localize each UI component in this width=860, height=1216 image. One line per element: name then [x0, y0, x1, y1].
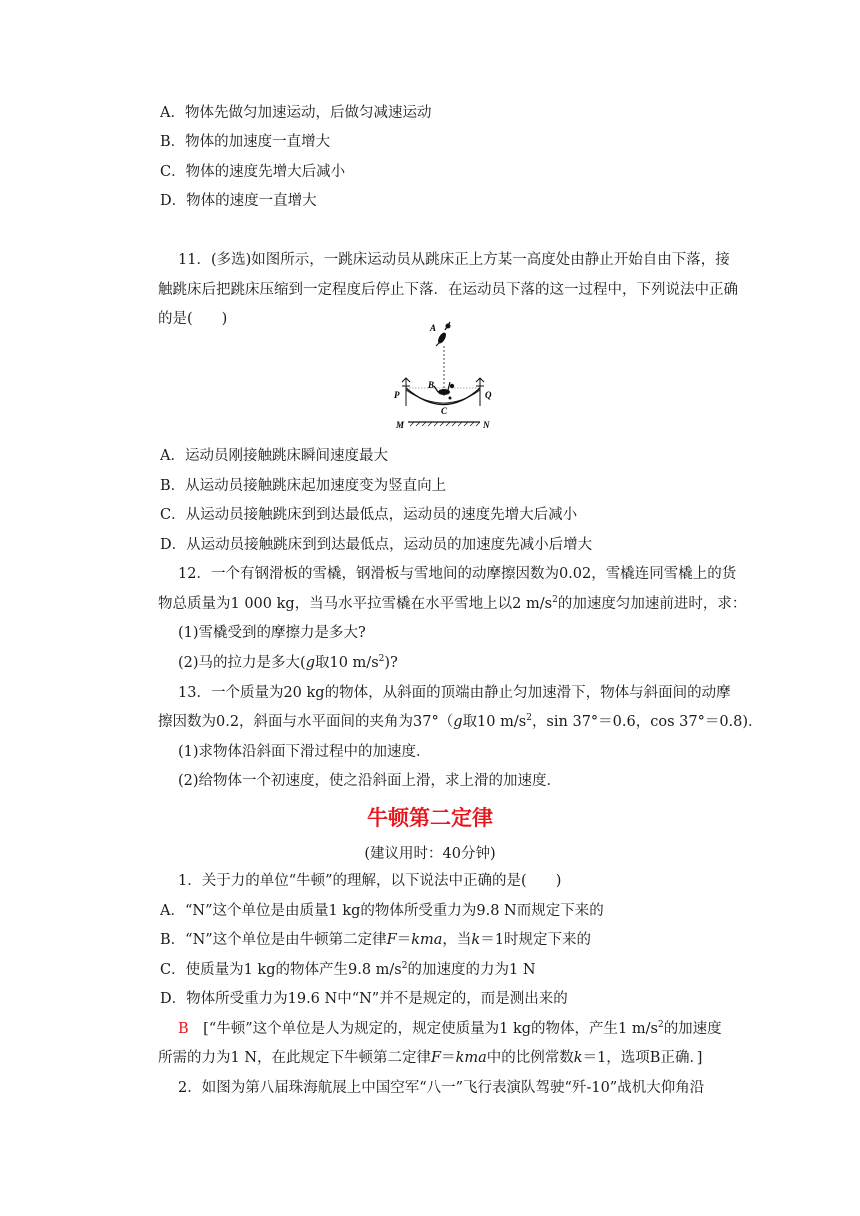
symbol-f: F	[386, 932, 397, 948]
q13-sub1: (1)求物体沿斜面下滑过程中的加速度．	[178, 744, 431, 760]
symbol-kma: kma	[455, 1050, 487, 1066]
q13-line2-text: 擦因数为0.2，斜面与水平面间的夹角为37°（	[158, 714, 454, 730]
equals-sign: ＝	[396, 932, 412, 948]
s1-option-b	[160, 930, 591, 950]
q12-sub1: (1)雪橇受到的摩擦力是多大?	[178, 625, 366, 641]
superscript: 2	[378, 654, 385, 664]
explanation-text: 所需的力为1 N，在此规定下牛顿第二定律	[158, 1050, 432, 1066]
superscript: 2	[401, 961, 408, 971]
label-b: B	[428, 380, 435, 390]
label-m: M	[396, 420, 405, 430]
s1-stem: 1．关于力的单位“牛顿”的理解，以下说法中正确的是( )	[178, 873, 562, 889]
point-dot	[449, 397, 452, 400]
symbol-g: g	[305, 655, 315, 671]
q13-stem-line2	[158, 712, 763, 732]
q12-sub2	[178, 653, 398, 673]
q11-stem-line1: 11．(多选)如图所示，一跳床运动员从跳床正上方某一高度处由静止开始自由下落，接	[178, 252, 730, 268]
answer-letter: B	[178, 1021, 189, 1037]
s1-option-c-text: C．使质量为1 kg的物体产生9.8 m/s	[160, 962, 402, 978]
superscript: 2	[657, 1020, 664, 1030]
ground-hatch	[410, 422, 480, 426]
symbol-kma: kma	[411, 932, 443, 948]
q12-sub2-value: 取10 m/s	[315, 655, 379, 671]
s1-explanation-line2	[158, 1048, 702, 1068]
q12-sub2-text: (2)马的拉力是多大(	[178, 655, 306, 671]
q13-line2-value: 取10 m/s	[462, 714, 527, 730]
explanation-text: [“牛顿”这个单位是人为规定的，规定使质量为1 kg的物体，产生1 m/s	[203, 1021, 658, 1037]
q12-line2-text: 物总质量为1 000 kg，当马水平拉雪橇在水平雪地上以2 m/s	[158, 596, 553, 612]
q10-option-d: D．物体的速度一直增大	[160, 193, 317, 209]
s1-option-c-tail: 的加速度的力为1 N	[407, 962, 536, 978]
explanation-tail: 的加速度	[663, 1021, 722, 1037]
label-p: P	[394, 390, 400, 400]
q12-sub2-tail: )?	[384, 655, 398, 671]
symbol-k: k	[573, 1050, 583, 1066]
q11-option-a: A．运动员刚接触跳床瞬间速度最大	[160, 448, 388, 464]
q12-stem-line1: 12．一个有钢滑板的雪橇，钢滑板与雪地间的动摩擦因数为0.02，雪橇连同雪橇上的货	[178, 566, 737, 582]
s1-option-a: A．“N”这个单位是由质量1 kg的物体所受重力为9.8 N而规定下来的	[160, 903, 604, 919]
s1-option-c	[160, 960, 536, 980]
q11-option-d: D．从运动员接触跳床到到达最低点，运动员的加速度先减小后增大	[160, 537, 593, 553]
q13-stem-line1: 13．一个质量为20 kg的物体，从斜面的顶端由静止匀加速滑下，物体与斜面间的动摩	[178, 685, 731, 701]
s2-stem-line1: 2．如图为第八届珠海航展上中国空军“八一”飞行表演队驾驶“歼-10”战机大仰角沿	[178, 1080, 705, 1096]
q12-stem-line2	[158, 594, 746, 614]
symbol-k: k	[471, 932, 481, 948]
explanation-tail: ＝1，选项B正确．]	[582, 1050, 703, 1066]
s1-option-b-tail: ＝1时规定下来的	[480, 932, 591, 948]
trampoline-figure	[390, 316, 510, 434]
q10-option-b: B．物体的加速度一直增大	[160, 134, 331, 150]
label-a: A	[430, 323, 437, 333]
s1-explanation-line1	[178, 1019, 722, 1039]
s1-option-b-mid: ，当	[442, 932, 472, 948]
s1-option-d: D．物体所受重力为19.6 N中“N”并不是规定的，而是测出来的	[160, 991, 568, 1007]
label-q: Q	[485, 390, 492, 400]
q11-option-c: C．从运动员接触跳床到到达最低点，运动员的速度先增大后减小	[160, 507, 578, 523]
section-title: 牛顿第二定律	[367, 806, 493, 830]
explanation-mid: 中的比例常数	[486, 1050, 574, 1066]
label-n: N	[483, 420, 490, 430]
symbol-g: g	[453, 714, 463, 730]
label-c: C	[441, 406, 448, 416]
q11-stem-line2: 触跳床后把跳床压缩到一定程度后停止下落．在运动员下落的这一过程中，下列说法中正确	[158, 282, 738, 298]
symbol-f: F	[431, 1050, 442, 1066]
superscript: 2	[526, 713, 532, 723]
q13-sub2: (2)给物体一个初速度，使之沿斜面上滑，求上滑的加速度．	[178, 773, 562, 789]
superscript: 2	[552, 595, 558, 605]
q10-option-c: C．物体的速度先增大后减小	[160, 164, 346, 180]
q13-line2-tail: ，sin 37°＝0.6，cos 37°＝0.8)．	[531, 714, 763, 730]
equals-sign: ＝	[441, 1050, 456, 1066]
athlete-top-icon	[436, 322, 451, 346]
q11-option-b: B．从运动员接触跳床起加速度变为竖直向上	[160, 478, 447, 494]
q12-line2-tail: 的加速度匀加速前进时，求：	[557, 596, 747, 612]
section-subtitle: (建议用时：40分钟)	[364, 846, 496, 862]
q11-stem-line3: 的是( )	[158, 311, 228, 327]
s1-option-b-text: B．“N”这个单位是由牛顿第二定律	[160, 932, 387, 948]
q10-option-a: A．物体先做匀加速运动，后做匀减速运动	[160, 105, 432, 121]
